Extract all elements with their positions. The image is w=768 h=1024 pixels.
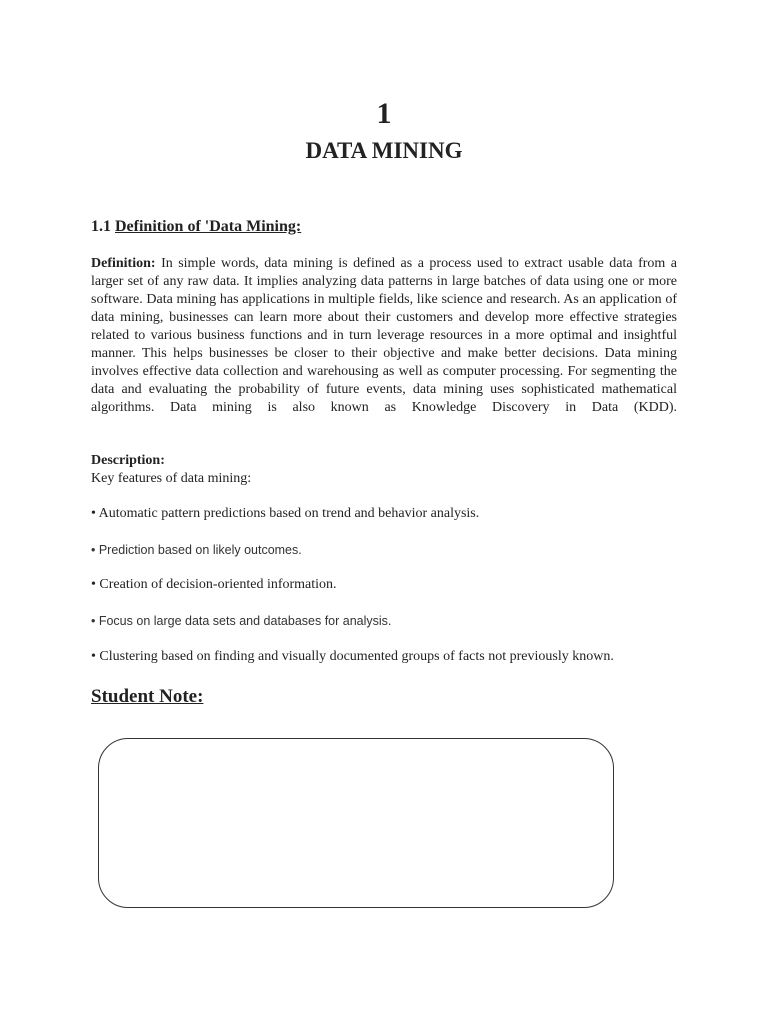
section-title: Definition of 'Data Mining: [115,218,302,235]
section-heading [91,216,301,238]
chapter-number: 1 [376,97,392,130]
feature-item: • Focus on large data sets and databases for analysis. [91,614,392,628]
feature-item: • Clustering based on finding and visually documented groups of facts not previously known. [91,649,614,664]
feature-item: • Prediction based on likely outcomes. [91,543,302,557]
definition-text: In simple words, data mining is defined as a process used to extract usable data from a larger set of any raw data. It implies analyzing data patterns in large batches of data using one or more software. Data mining has applications in multiple fields, like science and research. As an application of data mining, businesses can learn more about their customers and develop more effective strategies related to various business functions and in turn leverage resources in a more optimal and insightful manner. This helps businesses be closer to their objective and make better decisions. Data mining involves effective data collection and warehousing as well as computer processing. For segmenting the data and evaluating the probability of future events, data mining uses sophisticated mathematical algorithms. Data mining is also known as Knowledge Discovery in Data (KDD). [91,256,677,415]
feature-item: • Automatic pattern predictions based on trend and behavior analysis. [91,506,480,521]
key-features-intro: Key features of data mining: [91,471,252,486]
feature-item: • Creation of decision-oriented information. [91,577,337,592]
description-heading: Description: [91,453,165,468]
student-note-box[interactable] [98,738,614,908]
student-note-heading: Student Note: [91,686,204,707]
definition-paragraph [91,255,677,417]
definition-label: Definition: [91,256,156,271]
chapter-title: DATA MINING [305,138,463,163]
section-number: 1.1 [91,218,111,235]
